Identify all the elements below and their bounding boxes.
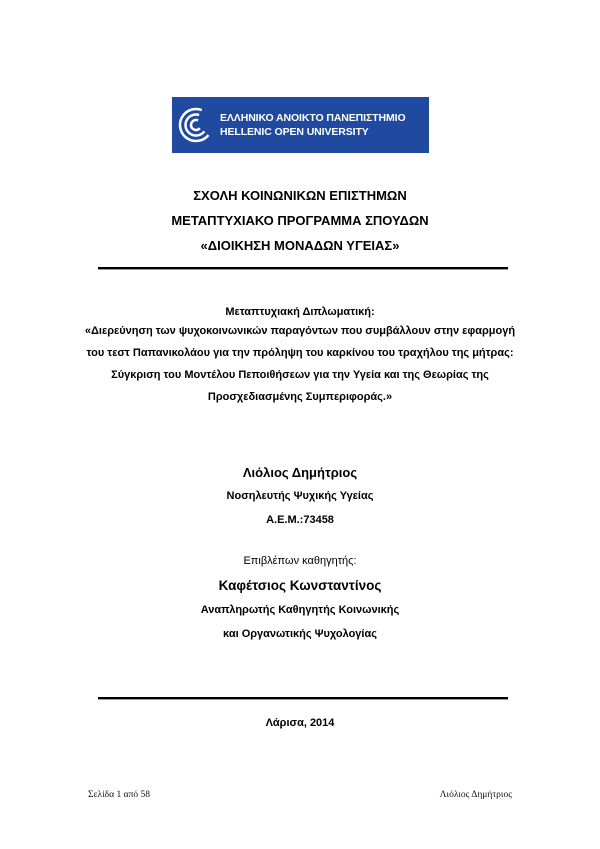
footer-author: Λιόλιος Δημήτριος <box>439 790 512 800</box>
program-name: ΜΕΤΑΠΤΥΧΙΑΚΟ ΠΡΟΓΡΑΜΜΑ ΣΠΟΥΔΩΝ <box>171 213 429 228</box>
school-name: ΣΧΟΛΗ ΚΟΙΝΩΝΙΚΩΝ ΕΠΙΣΤΗΜΩΝ <box>193 188 407 203</box>
program-specialty: «ΔΙΟΙΚΗΣΗ ΜΟΝΑΔΩΝ ΥΓΕΙΑΣ» <box>200 238 400 253</box>
author-id: Α.Ε.Μ.:73458 <box>266 514 334 526</box>
logo-line-english: HELLENIC OPEN UNIVERSITY <box>220 126 369 138</box>
bottom-divider <box>98 697 508 699</box>
thesis-title-line: του τεστ Παπανικολάου για την πρόληψη του καρκίνου του τραχήλου της μήτρας: <box>86 347 514 359</box>
supervisor-label: Επιβλέπων καθηγητής: <box>243 555 357 567</box>
university-emblem-icon <box>172 97 220 153</box>
author-role: Νοσηλευτής Ψυχικής Υγείας <box>226 490 374 502</box>
supervisor-name: Καφέτσιος Κωνσταντίνος <box>218 578 382 593</box>
supervisor-title-line1: Αναπληρωτής Καθηγητής Κοινωνικής <box>200 604 400 616</box>
place-date: Λάρισα, 2014 <box>265 717 335 729</box>
thesis-type: Μεταπτυχιακή Διπλωματική: <box>225 306 375 318</box>
thesis-title <box>0 320 600 408</box>
thesis-title-line: «Διερεύνηση των ψυχοκοινωνικών παραγόντων που συμβάλλουν στην εφαρμογή <box>84 325 516 337</box>
thesis-title-line: Σύγκριση του Μοντέλου Πεποιθήσεων για την Υγεία και της Θεωρίας της <box>111 369 489 381</box>
supervisor-title-line2: και Οργανωτικής Ψυχολογίας <box>223 628 377 640</box>
footer-page-number: Σελίδα 1 από 58 <box>88 790 151 800</box>
author-name: Λιόλιος Δημήτριος <box>242 465 358 480</box>
university-logo <box>172 97 429 153</box>
logo-line-greek: ΕΛΛΗΝΙΚΟ ΑΝΟΙΚΤΟ ΠΑΝΕΠΙΣΤΗΜΙΟ <box>220 112 406 124</box>
top-divider <box>98 267 508 269</box>
thesis-title-line: Προσχεδιασμένης Συμπεριφοράς.» <box>207 391 393 403</box>
